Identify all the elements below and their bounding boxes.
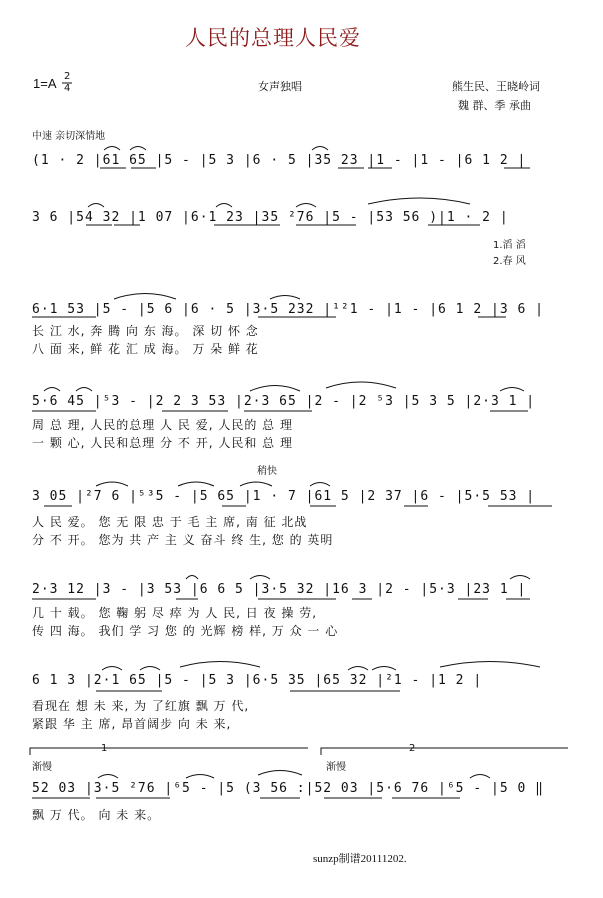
staff-5-lyrics-2: 分 不 开。 您为 共 产 主 义 奋斗 终 生, 您 的 英明 [32, 533, 334, 547]
staff-7-notes: 6 1 3 |2·1 65 |5 - |5 3 |6·5 35 |65 32 |²1 - |1 2 | [32, 673, 483, 688]
faster-marking: 稍快 [257, 466, 277, 477]
slow-marking-2: 渐慢 [326, 762, 346, 773]
ending-2-number: 2 [409, 743, 416, 754]
staff-4-notes: 5·6 45 |⁵3 - |2 2 3 53 |2·3 65 |2 - |2 ⁵3 |5 3 5 |2·3 1 | [32, 394, 536, 409]
staff-6-lyrics-1: 几 十 载。 您 鞠 躬 尽 瘁 为 人 民, 日 夜 操 劳, [32, 606, 318, 620]
lyricist-credit: 熊生民、王晓岭词 [452, 80, 540, 93]
transcriber-footer: sunzp制谱20111202. [313, 853, 407, 865]
ending-1-number: 1 [101, 743, 108, 754]
verse-mark-1: 1.滔 滔 [493, 240, 526, 251]
song-title: 人民的总理人民爱 [185, 26, 361, 50]
performance-type: 女声独唱 [258, 80, 302, 93]
staff-6-lyrics-2: 传 四 海。 我们 学 习 您 的 光辉 榜 样, 万 众 一 心 [32, 624, 339, 638]
staff-2-notes: 3 6 |54 32 |1 07 |6·1 23 |35 ²76 |5 - |53 56 )|1 · 2 | [32, 210, 509, 225]
tempo-marking: 中速 亲切深情地 [32, 131, 106, 142]
staff-6-notes: 2·3 12 |3 - |3 53 |6 6 5 |3·5 32 |16 3 |2 - |5·3 |23 1 | [32, 582, 527, 597]
staff-1-notes: (1 · 2 |61 65 |5 - |5 3 |6 · 5 |35 23 |1 - |1 - |6 1 2 | [32, 153, 527, 168]
staff-7-lyrics-1: 看现在 想 未 来, 为 了红旗 飘 万 代, [32, 699, 250, 713]
composer-credit: 魏 群、季 承曲 [458, 99, 531, 112]
staff-5-notes: 3 05 |²7 6 |⁵³5 - |5 65 |1 · 7 |61 5 |2 37 |6 - |5·5 53 | [32, 489, 536, 504]
staff-8-notes: 52 03 |3·5 ²76 |⁶5 - |5 (3 56 :|52 03 |5·6 76 |⁶5 - |5 0 ‖ [32, 781, 544, 796]
staff-3-lyrics-2: 八 面 来, 鲜 花 汇 成 海。 万 朵 鲜 花 [32, 342, 259, 356]
staff-7-lyrics-2: 紧跟 华 主 席, 昂首阔步 向 未 来, [32, 717, 232, 731]
staff-3-notes: 6·1 53 |5 - |5 6 |6 · 5 |3·5 232 |¹²1 - |1 - |6 1 2 |3 6 | [32, 302, 544, 317]
staff-5-lyrics-1: 人 民 爱。 您 无 限 忠 于 毛 主 席, 南 征 北战 [32, 515, 308, 529]
time-signature-bottom: 4 [64, 83, 71, 94]
slow-marking-1: 渐慢 [32, 762, 52, 773]
staff-4-lyrics-1: 周 总 理, 人民的总理 人 民 爱, 人民的 总 理 [32, 418, 293, 432]
staff-8-lyrics: 飘 万 代。 向 未 来。 [32, 808, 161, 822]
time-signature-top: 2 [64, 71, 71, 82]
verse-mark-2: 2.春 风 [493, 256, 526, 267]
key-signature: 1=A [33, 76, 57, 91]
staff-3-lyrics-1: 长 江 水, 奔 腾 向 东 海。 深 切 怀 念 [32, 324, 259, 338]
staff-4-lyrics-2: 一 颗 心, 人民和总理 分 不 开, 人民和 总 理 [32, 436, 293, 450]
